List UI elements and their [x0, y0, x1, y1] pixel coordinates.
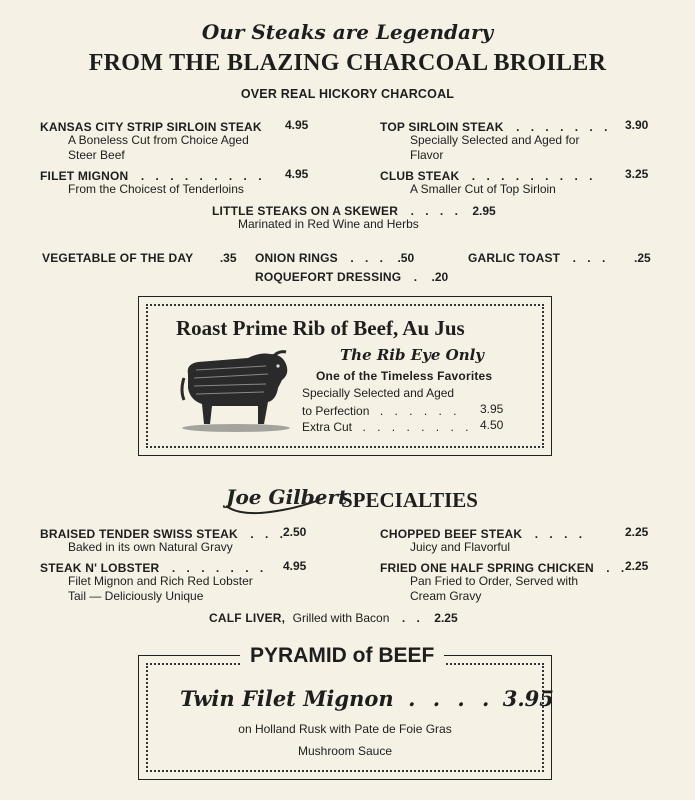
item-price: .25 [634, 251, 651, 265]
item-price: 3.95 [502, 686, 554, 711]
item-price: 4.95 [283, 559, 307, 573]
logo-text: Joe Gilbert [226, 485, 348, 509]
leader-dots: . . . [250, 527, 288, 541]
leader-dots: . . [401, 611, 424, 625]
item-desc: Pan Fried to Order, Served with [410, 574, 579, 588]
item-name: FILET MIGNON [40, 169, 129, 183]
menu-item-roquefort [255, 268, 448, 286]
pyramid-heading: PYRAMID of BEEF [250, 644, 435, 667]
subtitle: OVER REAL HICKORY CHARCOAL [240, 87, 455, 101]
leader-dots: . . . . . . . [171, 561, 268, 575]
item-name: KANSAS CITY STRIP SIRLOIN STEAK [40, 120, 262, 134]
pyramid-desc: on Holland Rusk with Pate de Foie Gras [238, 722, 452, 736]
item-name: CLUB STEAK [380, 169, 460, 183]
leader-dots: . . . . . . [379, 404, 461, 418]
item-name: ONION RINGS [255, 251, 338, 265]
leader-dots: . . . [350, 251, 387, 265]
item-name: FRIED ONE HALF SPRING CHICKEN [380, 561, 594, 575]
prime-rib-title: Roast Prime Rib of Beef, Au Jus [176, 316, 465, 340]
leader-dots: . [413, 270, 422, 284]
prime-rib-line: to Perfection [302, 404, 370, 418]
leader-dots: . . . . . . . [516, 120, 612, 134]
prime-rib-line: Specially Selected and Aged [302, 386, 455, 400]
joe-gilbert-logo [220, 480, 348, 518]
item-desc: Specially Selected and Aged for [410, 133, 580, 147]
item-price: 2.25 [434, 611, 458, 625]
item-name: TOP SIRLOIN STEAK [380, 120, 504, 134]
item-desc: Cream Gravy [410, 589, 482, 603]
item-price: 2.95 [472, 204, 496, 218]
leader-dots: . . . . . . . . . [140, 169, 266, 183]
item-name: CALF LIVER, [209, 611, 286, 625]
item-desc: Filet Mignon and Rich Red Lobster [68, 574, 253, 588]
bull-illustration [178, 344, 296, 434]
leader-dots: . . . [572, 251, 610, 265]
specialties-heading: SPECIALTIES [341, 488, 478, 512]
pyramid-heading-wrap [240, 644, 444, 668]
prime-rib-subtitle: The Rib Eye Only [340, 346, 485, 364]
item-price: 2.25 [625, 559, 649, 573]
item-name: STEAK N' LOBSTER [40, 561, 160, 575]
item-price: 2.50 [283, 525, 307, 539]
item-price: .20 [431, 270, 449, 284]
leader-dots: . . . . . . . . [362, 420, 473, 434]
item-price: 3.95 [480, 402, 504, 416]
item-desc: Grilled with Bacon [292, 611, 390, 625]
menu-item-calf-liver [209, 609, 458, 627]
item-desc: From the Choicest of Tenderloins [68, 182, 244, 196]
item-name: LITTLE STEAKS ON A SKEWER [212, 204, 399, 218]
leader-dots: . . . . [534, 527, 587, 541]
item-name: GARLIC TOAST [468, 251, 561, 265]
item-price: 3.25 [625, 167, 649, 181]
item-desc: A Boneless Cut from Choice Aged [68, 133, 249, 147]
item-desc: Marinated in Red Wine and Herbs [238, 217, 419, 231]
leader-dots: . . . . . . . . . [471, 169, 597, 183]
pyramid-desc: Mushroom Sauce [297, 744, 393, 758]
item-price: 4.50 [480, 418, 504, 432]
menu-item-onion-rings [255, 249, 414, 267]
item-desc: Steer Beef [68, 148, 125, 162]
item-name: Twin Filet Mignon [180, 686, 394, 711]
leader-dots: . . [606, 561, 629, 575]
tagline: Our Steaks are Legendary [201, 20, 494, 44]
menu-item-vegetable [42, 249, 237, 267]
item-price: .35 [219, 251, 237, 265]
item-desc: Juicy and Flavorful [410, 540, 511, 554]
leader-dots: . . . . [410, 204, 462, 218]
item-price: 3.90 [625, 118, 649, 132]
item-price: 2.25 [625, 525, 649, 539]
item-name: BRAISED TENDER SWISS STEAK [40, 527, 238, 541]
item-name: VEGETABLE OF THE DAY [42, 251, 194, 265]
item-name: CHOPPED BEEF STEAK [380, 527, 523, 541]
item-price: .50 [397, 251, 415, 265]
menu-item-twin-filet [180, 686, 554, 711]
page-title: FROM THE BLAZING CHARCOAL BROILER [88, 50, 607, 76]
menu-item-garlic-toast [468, 249, 609, 267]
item-price: 4.95 [285, 167, 309, 181]
prime-rib-extra [302, 418, 472, 436]
item-desc: Tail — Deliciously Unique [68, 589, 204, 603]
leader-dots: . . . . [408, 686, 495, 711]
item-desc: Baked in its own Natural Gravy [68, 540, 233, 554]
item-price: 4.95 [285, 118, 309, 132]
item-name: ROQUEFORT DRESSING [255, 270, 402, 284]
prime-rib-line: Extra Cut [302, 420, 353, 434]
item-desc: A Smaller Cut of Top Sirloin [410, 182, 556, 196]
item-desc: Flavor [410, 148, 444, 162]
prime-rib-line: One of the Timeless Favorites [316, 369, 493, 383]
